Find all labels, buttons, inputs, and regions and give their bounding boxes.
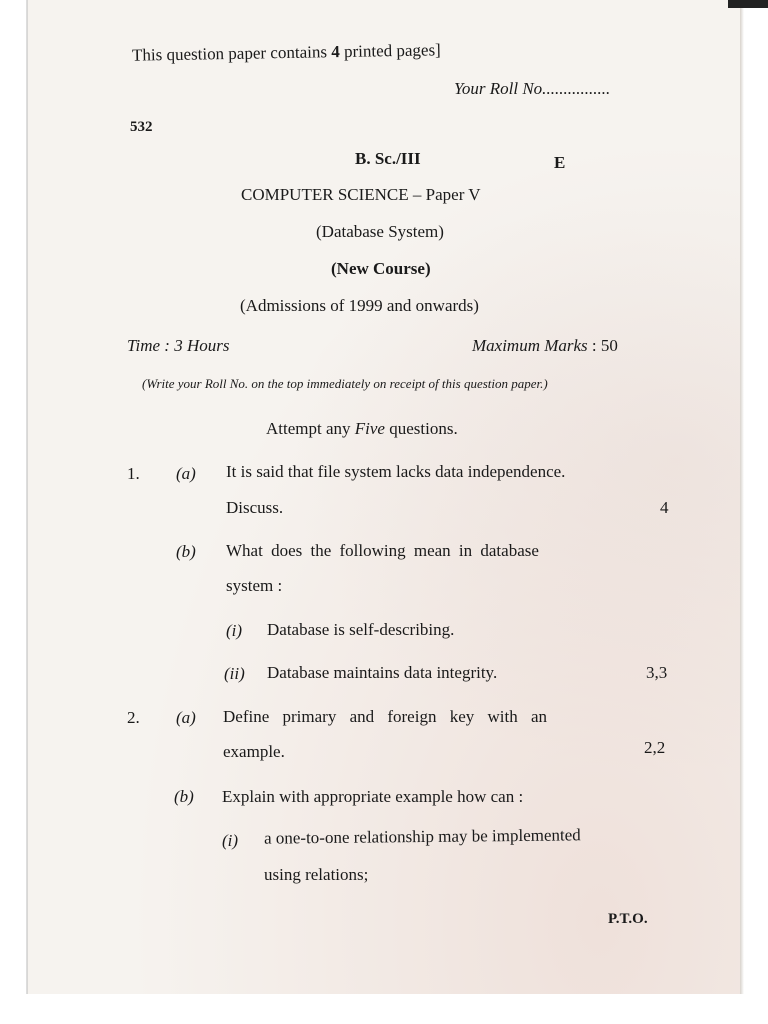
question-number: 1.	[127, 464, 140, 483]
question-text: a one-to-one relationship may be implemented	[263, 825, 581, 848]
paper-name: (Database System)	[316, 222, 444, 241]
medium-letter: E	[554, 153, 566, 172]
time-allowed: Time : 3 Hours	[127, 336, 230, 355]
question-text: Database is self-describing.	[267, 620, 455, 639]
question-text: example.	[223, 742, 285, 761]
course-scheme: (New Course)	[331, 259, 431, 278]
question-text: Explain with appropriate example how can :	[222, 787, 524, 806]
question-number: 2.	[127, 708, 140, 727]
question-text: It is said that file system lacks data independence.	[226, 462, 566, 481]
page-left-margin	[0, 0, 28, 1024]
attempt-instruction: Attempt any Five questions.	[266, 419, 458, 438]
page-right-margin	[740, 0, 768, 1024]
question-text: Discuss.	[226, 498, 284, 517]
marks-value: 4	[660, 498, 669, 517]
roll-instruction: (Write your Roll No. on the top immediately on receipt of this question paper.)	[142, 376, 548, 391]
question-text: What does the following mean in database	[226, 541, 539, 560]
please-turn-over: P.T.O.	[608, 911, 648, 927]
subpart-label: (i)	[222, 831, 239, 850]
subpart-label: (ii)	[224, 664, 245, 683]
part-label: (b)	[176, 542, 196, 561]
part-label: (a)	[176, 708, 196, 727]
course-title: B. Sc./III	[355, 149, 421, 168]
paper-code: 532	[130, 119, 153, 135]
page-bottom-margin	[0, 994, 768, 1024]
marks-value: 2,2	[644, 738, 666, 757]
question-text: Database maintains data integrity.	[267, 663, 498, 682]
subpart-label: (i)	[226, 621, 243, 640]
question-text: system :	[226, 576, 283, 595]
maximum-marks: Maximum Marks : 50	[472, 336, 618, 355]
question-text: using relations;	[264, 865, 369, 884]
roll-number-field: Your Roll No................	[454, 79, 611, 98]
pages-note: This question paper contains 4 printed pages]	[131, 40, 441, 65]
part-label: (a)	[176, 464, 196, 483]
marks-value: 3,3	[646, 663, 668, 682]
part-label: (b)	[174, 787, 194, 806]
admissions-note: (Admissions of 1999 and onwards)	[240, 296, 479, 315]
subject-title: COMPUTER SCIENCE – Paper V	[241, 185, 481, 204]
question-text: Define primary and foreign key with an	[223, 707, 548, 726]
scan-corner-mark	[728, 0, 768, 8]
